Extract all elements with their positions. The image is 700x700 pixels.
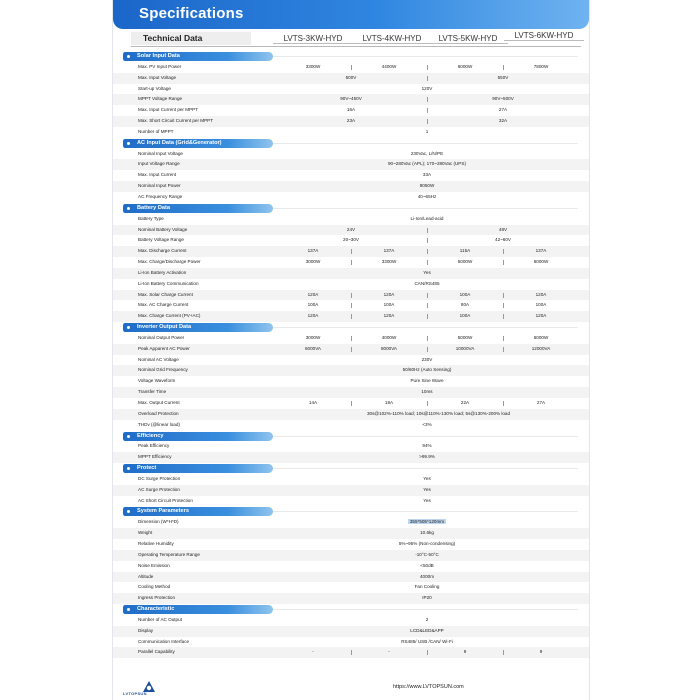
spec-row xyxy=(113,105,589,116)
spec-value: 10000VA xyxy=(455,345,475,351)
spec-value: 137A xyxy=(383,248,395,254)
spec-label: Weight xyxy=(138,530,153,536)
spec-row xyxy=(113,73,589,84)
spec-value: <50dB xyxy=(420,562,434,568)
spec-label: AC Frequency Range xyxy=(138,193,183,199)
section-header xyxy=(113,322,589,333)
spec-label: AC Short Circuit Protection xyxy=(138,497,193,503)
model-header-3: LVTS-5KW-HYD xyxy=(428,34,508,44)
spec-label: Communication Interface xyxy=(138,638,190,644)
spec-value: 100A xyxy=(535,302,547,308)
spec-row xyxy=(113,550,589,561)
column-separator xyxy=(427,108,428,113)
section-rule xyxy=(273,609,578,610)
spec-value: 20~30V xyxy=(343,237,359,243)
spec-row xyxy=(113,517,589,528)
column-separator xyxy=(427,401,428,406)
column-separator xyxy=(427,347,428,352)
spec-label: Cooling Method xyxy=(138,584,171,590)
section-title: Inverter Output Data xyxy=(137,324,192,331)
column-separator xyxy=(503,347,504,352)
column-separator xyxy=(503,293,504,298)
spec-label: Noise Emission xyxy=(138,562,170,568)
spec-row xyxy=(113,94,589,105)
column-separator xyxy=(351,336,352,341)
spec-row xyxy=(113,420,589,431)
section-title: AC Input Data (Grid&Generator) xyxy=(137,139,222,146)
spec-row xyxy=(113,626,589,637)
spec-row xyxy=(113,365,589,376)
section-title: Protect xyxy=(137,465,157,472)
column-separator xyxy=(351,303,352,308)
spec-row xyxy=(113,452,589,463)
spec-row xyxy=(113,572,589,583)
spec-value: 90V~450V xyxy=(340,96,362,102)
spec-value: 4000W xyxy=(381,334,397,340)
technical-data-label: Technical Data xyxy=(131,32,251,45)
spec-label: Dimension (W*H*D) xyxy=(138,519,179,525)
spec-value: 120A xyxy=(307,313,319,319)
spec-value: 100A xyxy=(459,313,471,319)
bullet-icon xyxy=(127,435,130,438)
spec-value: >99.9% xyxy=(419,454,435,460)
spec-row xyxy=(113,225,589,236)
spec-label: DC Surge Protection xyxy=(138,475,181,481)
section-title: Efficiency xyxy=(137,432,164,439)
highlighted-value: 355*505*120mm xyxy=(409,519,445,525)
spec-value: 4000m xyxy=(419,573,435,579)
spec-label: Battery Type xyxy=(138,215,164,221)
spec-value: 3000W xyxy=(305,334,321,340)
spec-label: Battery Voltage Range xyxy=(138,237,184,243)
column-separator xyxy=(503,249,504,254)
spec-label: Max. Input Voltage xyxy=(138,74,177,80)
spec-value: - xyxy=(388,649,390,655)
spec-value: 14A xyxy=(308,400,318,405)
column-separator xyxy=(427,76,428,81)
spec-row xyxy=(113,181,589,192)
column-separator xyxy=(351,650,352,655)
column-separator xyxy=(351,401,352,406)
spec-value: 3000W xyxy=(305,259,321,265)
column-separator xyxy=(427,650,428,655)
spec-value: 120A xyxy=(535,313,547,319)
column-separator xyxy=(351,347,352,352)
spec-value: 100A xyxy=(459,291,471,297)
spec-label: Max. Short Circuit Current per MPPT xyxy=(138,118,214,124)
spec-value: 9 xyxy=(463,649,467,655)
spec-value: Li-Ion/Lead-acid xyxy=(410,215,444,221)
spec-value: 115A xyxy=(459,248,471,254)
spec-value: -10°C-50°C xyxy=(415,551,439,557)
section-rule xyxy=(273,436,578,437)
spec-value: RS485/ USB /CAN/ Wi-Fi xyxy=(401,638,453,644)
spec-value: 3300W xyxy=(305,63,321,69)
spec-row xyxy=(113,615,589,626)
spec-row xyxy=(113,539,589,550)
bullet-icon xyxy=(127,207,130,210)
column-separator xyxy=(503,401,504,406)
footer xyxy=(113,676,589,700)
spec-label: AC Surge Protection xyxy=(138,486,180,492)
column-separator xyxy=(503,314,504,319)
spec-label: Number of MPPT xyxy=(138,128,174,134)
spec-label: Li-Ion Battery Activation xyxy=(138,269,187,275)
spec-row xyxy=(113,192,589,203)
spec-label: Voltage Waveform xyxy=(138,378,176,384)
spec-label: Overload Protection xyxy=(138,410,179,416)
spec-value: 33A xyxy=(422,172,432,178)
spec-row xyxy=(113,387,589,398)
spec-row xyxy=(113,355,589,366)
column-separator xyxy=(427,336,428,341)
spec-row xyxy=(113,582,589,593)
spec-label: Transfer Time xyxy=(138,389,167,395)
spec-label: Nominal AC Voltage xyxy=(138,356,179,362)
spec-row xyxy=(113,279,589,290)
column-separator xyxy=(503,336,504,341)
spec-label: Number of AC Output xyxy=(138,616,182,622)
section-rule xyxy=(273,143,578,144)
spec-label: Max. Input Current per MPPT xyxy=(138,107,198,113)
spec-value: 18A xyxy=(384,400,394,405)
spec-label: Nominal Input Power xyxy=(138,183,181,189)
column-separator xyxy=(427,228,428,233)
spec-row xyxy=(113,474,589,485)
spec-value: Pure Sine Wave xyxy=(410,378,444,384)
spec-row xyxy=(113,333,589,344)
spec-row xyxy=(113,496,589,507)
title-banner xyxy=(113,0,589,29)
spec-value: 120A xyxy=(383,291,395,297)
column-separator xyxy=(503,650,504,655)
section-title: Solar Input Data xyxy=(137,53,180,59)
spec-value: 5000W xyxy=(457,259,473,265)
spec-value: 137A xyxy=(535,248,547,254)
spec-row xyxy=(113,528,589,539)
spec-value: IP20 xyxy=(422,595,432,601)
spec-row xyxy=(113,127,589,138)
spec-value: 550V xyxy=(497,74,509,80)
spec-value: 120A xyxy=(307,291,319,297)
column-separator xyxy=(427,249,428,254)
section-title: System Parameters xyxy=(137,508,189,515)
spec-label: Max. Discharge Current xyxy=(138,248,187,254)
model-header-1: LVTS-3KW-HYD xyxy=(273,34,353,44)
section-rule xyxy=(273,468,578,469)
spec-row xyxy=(113,257,589,268)
spec-value: Yes xyxy=(423,486,431,492)
spec-label: Relative Humidity xyxy=(138,540,174,546)
spec-row xyxy=(113,290,589,301)
spec-label: MPPT Efficiency xyxy=(138,454,172,460)
spec-row xyxy=(113,311,589,322)
spec-value: Fan Cooling xyxy=(414,584,440,590)
column-separator xyxy=(503,260,504,265)
spec-value: 22A xyxy=(460,400,470,405)
spec-label: Operating Temperature Range xyxy=(138,551,200,557)
spec-value: 24V xyxy=(346,226,356,232)
spec-value: 120A xyxy=(535,291,547,297)
spec-value: 23A xyxy=(346,118,356,124)
spec-value: 30s@102%-110% load; 10s@110%-130% load; 5s@130%-200% load xyxy=(367,410,511,416)
spec-value: 120V xyxy=(421,85,433,91)
spec-row xyxy=(113,170,589,181)
column-separator xyxy=(351,260,352,265)
spec-value: 94% xyxy=(422,443,432,449)
spec-label: Ingress Protection xyxy=(138,595,176,601)
spec-label: Nominal Input Voltage xyxy=(138,150,183,156)
spec-row xyxy=(113,246,589,257)
spec-value: 2 xyxy=(425,616,429,622)
spec-value xyxy=(367,517,487,528)
spec-row xyxy=(113,268,589,279)
spec-value: <3% xyxy=(422,421,432,427)
spec-value: 137A xyxy=(307,248,319,254)
spec-value: 27A xyxy=(498,107,508,113)
spec-label: Input Voltage Range xyxy=(138,161,180,167)
spec-value: Yes xyxy=(423,497,431,503)
spec-value: 100A xyxy=(307,302,319,308)
website-url[interactable]: https://www.LVTOPSUN.com xyxy=(393,684,464,690)
spec-value: 10ms xyxy=(421,389,433,395)
spec-value: 1 xyxy=(425,128,429,134)
spec-label: Peak Efficiency xyxy=(138,443,170,449)
spec-label: Max. AC Charge Current xyxy=(138,302,189,308)
spec-value: 3300W xyxy=(381,259,397,265)
spec-value: 4400W xyxy=(381,63,397,69)
spec-value: 230V xyxy=(421,356,433,362)
section-rule xyxy=(273,208,578,209)
spec-row xyxy=(113,637,589,648)
bullet-icon xyxy=(127,142,130,145)
spec-label: Max. Solar Charge Current xyxy=(138,291,193,297)
spec-row xyxy=(113,398,589,409)
spec-value: 8050W xyxy=(419,183,435,189)
section-header xyxy=(113,138,589,149)
spec-value: 50/60Hz (Auto Sensing) xyxy=(402,367,452,373)
spec-row xyxy=(113,235,589,246)
spec-value: 80A xyxy=(460,302,470,308)
column-separator xyxy=(351,65,352,70)
spec-value: 5000W xyxy=(457,334,473,340)
spec-value: 10.6kg xyxy=(420,530,434,536)
spec-table xyxy=(113,51,589,658)
spec-row xyxy=(113,116,589,127)
spec-label: Nominal Battery Voltage xyxy=(138,226,188,232)
spec-row xyxy=(113,149,589,160)
spec-value: LCD&LED&APP xyxy=(410,627,444,633)
column-separator xyxy=(427,260,428,265)
column-separator xyxy=(503,303,504,308)
column-separator xyxy=(427,238,428,243)
section-header xyxy=(113,203,589,214)
spec-label: Peak Apparent AC Power xyxy=(138,345,190,351)
column-separator xyxy=(427,303,428,308)
section-rule xyxy=(273,56,578,57)
spec-row xyxy=(113,409,589,420)
spec-label: Nominal Grid Frequency xyxy=(138,367,188,373)
section-rule xyxy=(273,327,578,328)
column-separator xyxy=(427,119,428,124)
column-separator xyxy=(427,97,428,102)
spec-row xyxy=(113,344,589,355)
header-divider xyxy=(131,46,581,47)
spec-value: Yes xyxy=(423,475,431,481)
spec-row xyxy=(113,441,589,452)
spec-row xyxy=(113,214,589,225)
spec-value: 7800W xyxy=(533,63,549,69)
spec-label: MPPT Voltage Range xyxy=(138,96,183,102)
spec-value: 32A xyxy=(498,118,508,124)
section-header xyxy=(113,604,589,615)
spec-row xyxy=(113,159,589,170)
spec-value: 5%~95% (Non-condensing) xyxy=(398,540,456,546)
spec-value: 6000W xyxy=(533,334,549,340)
spec-row xyxy=(113,593,589,604)
spec-value: 8000VA xyxy=(380,345,397,351)
spec-value: Yes xyxy=(423,269,431,275)
spec-row xyxy=(113,376,589,387)
page-title: Specifications xyxy=(139,5,244,22)
spec-row xyxy=(113,62,589,73)
spec-label: Display xyxy=(138,627,154,633)
spec-label: Parallel Capability xyxy=(138,649,175,655)
spec-value: 90V~500V xyxy=(492,96,514,102)
spec-value: CAN/RS485 xyxy=(414,280,440,286)
spec-row xyxy=(113,84,589,95)
spec-value: - xyxy=(312,649,314,655)
section-title: Characteristic xyxy=(137,606,175,613)
spec-row xyxy=(113,561,589,572)
spec-row xyxy=(113,300,589,311)
spec-value: 100A xyxy=(383,302,395,308)
section-header xyxy=(113,506,589,517)
section-title: Battery Data xyxy=(137,204,170,211)
spec-value: 500V xyxy=(345,74,357,80)
spec-label: Max. Charge/Discharge Power xyxy=(138,259,201,265)
spec-label: Max. Charge Current (PV+AC) xyxy=(138,313,201,319)
spec-value: 120A xyxy=(383,313,395,319)
spec-row xyxy=(113,485,589,496)
spec-label: THDv (@linear load) xyxy=(138,421,180,427)
model-header-2: LVTS-4KW-HYD xyxy=(352,34,432,44)
spec-label: Nominal Output Power xyxy=(138,334,185,340)
spec-value: 90~280Vac (APL); 170~280Vac (UPS) xyxy=(388,161,466,167)
spec-label: Max. Input Current xyxy=(138,172,177,178)
spec-sheet xyxy=(112,0,590,700)
section-rule xyxy=(273,511,578,512)
spec-label: Max. Output Current xyxy=(138,400,180,405)
spec-value: 42~60V xyxy=(495,237,511,243)
column-separator xyxy=(351,314,352,319)
column-separator xyxy=(427,314,428,319)
column-separator xyxy=(351,249,352,254)
bullet-icon xyxy=(127,55,130,58)
spec-value: 6000W xyxy=(533,259,549,265)
spec-value: 40~65Hz xyxy=(417,193,437,199)
column-separator xyxy=(427,293,428,298)
column-separator xyxy=(351,293,352,298)
spec-label: Max. PV Input Power xyxy=(138,63,182,69)
spec-label: Li-Ion Battery Communication xyxy=(138,280,199,286)
column-separator xyxy=(427,65,428,70)
spec-label: Start-up Voltage xyxy=(138,85,171,91)
spec-value: 27A xyxy=(536,400,546,405)
section-header xyxy=(113,431,589,442)
model-header-4: LVTS-6KW-HYD xyxy=(504,31,584,41)
spec-value: 230Vac, L/N/PE xyxy=(410,150,444,156)
spec-value: 12000VA xyxy=(531,345,551,351)
spec-value: 48V xyxy=(498,226,508,232)
spec-label: Altitude xyxy=(138,573,154,579)
section-header xyxy=(113,463,589,474)
spec-value: 9 xyxy=(539,649,543,655)
spec-value: 6000VA xyxy=(304,345,321,351)
logo-text: LVTOPSUN xyxy=(123,691,147,696)
spec-row xyxy=(113,647,589,658)
column-separator xyxy=(503,65,504,70)
spec-value: 6000W xyxy=(457,63,473,69)
section-header xyxy=(113,51,589,62)
spec-value: 16A xyxy=(346,107,356,113)
